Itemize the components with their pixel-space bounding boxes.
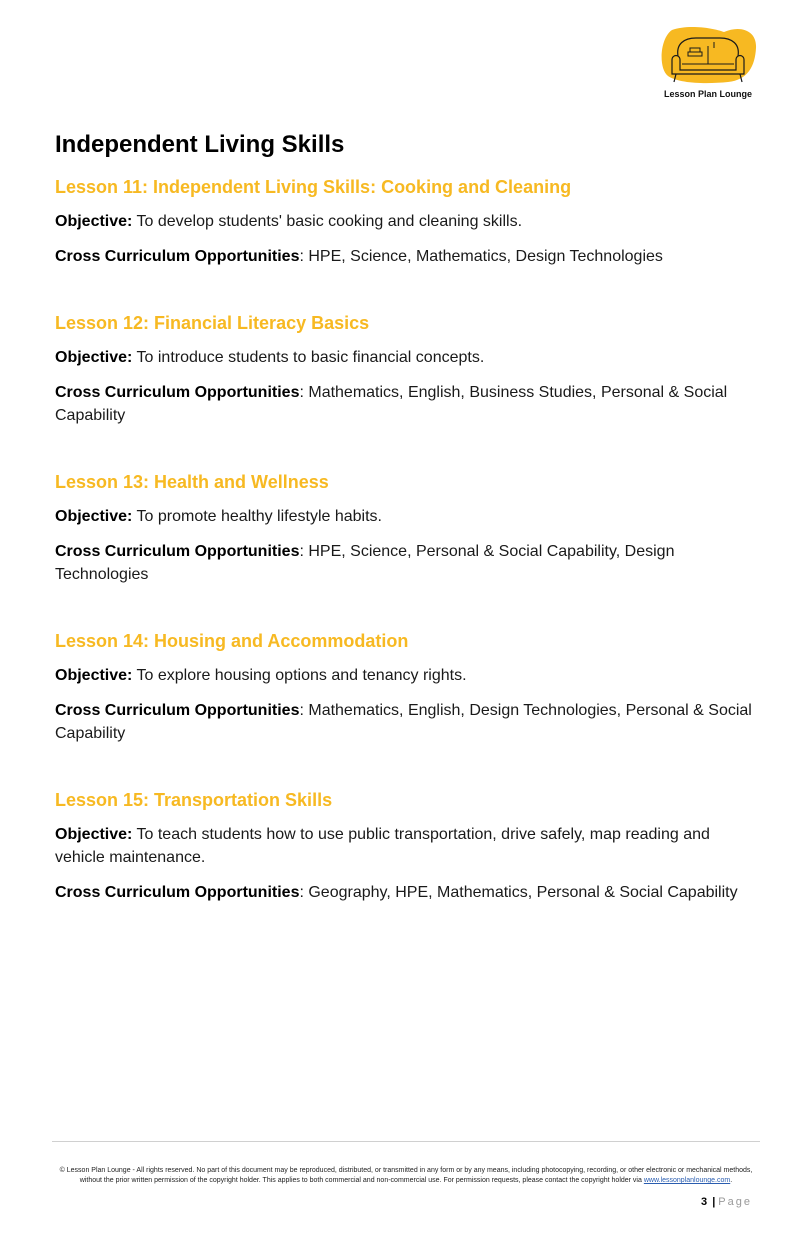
lesson-objective [55, 505, 760, 528]
objective-label: Objective: [55, 667, 133, 684]
lesson-title: Lesson 11: Independent Living Skills: Cooking and Cleaning [55, 177, 572, 197]
link-suffix: . [730, 1177, 733, 1184]
lesson-objective [55, 346, 760, 369]
cross-curriculum-text: : HPE, Science, Personal & Social Capability, Design Technologies [55, 543, 675, 583]
lesson-title: Lesson 15: Transportation Skills [55, 790, 333, 810]
lesson-cross-curriculum [55, 381, 760, 427]
lesson-block [55, 312, 760, 427]
lesson-cross-curriculum [55, 245, 760, 268]
objective-text: To explore housing options and tenancy rights. [132, 667, 467, 684]
cross-curriculum-label: Cross Curriculum Opportunities [55, 248, 300, 265]
lesson-cross-curriculum [55, 881, 760, 904]
footer-copyright [55, 1166, 757, 1186]
cross-curriculum-text: : Geography, HPE, Mathematics, Personal & Social Capability [299, 884, 738, 901]
page-number [701, 1196, 752, 1208]
lesson-block [55, 176, 760, 268]
website-link[interactable]: www.lessonplanlounge.com [643, 1177, 731, 1184]
lesson-block [55, 789, 760, 904]
page-separator: | [712, 1196, 716, 1208]
page-title: Independent Living Skills [55, 131, 345, 158]
objective-label: Objective: [55, 349, 133, 366]
objective-text: To teach students how to use public transportation, drive safely, map reading and vehicle maintenance. [55, 826, 710, 866]
objective-label: Objective: [55, 508, 133, 525]
lesson-title: Lesson 13: Health and Wellness [55, 472, 329, 492]
lesson-objective [55, 210, 760, 233]
lesson-objective [55, 823, 760, 869]
cross-curriculum-label: Cross Curriculum Opportunities [55, 702, 300, 719]
page-word: Page [718, 1196, 752, 1208]
lesson-objective [55, 664, 760, 687]
sofa-logo-icon [658, 26, 758, 88]
lesson-title: Lesson 14: Housing and Accommodation [55, 631, 409, 651]
cross-curriculum-text: : Mathematics, English, Design Technologies, Personal & Social Capability [55, 702, 752, 742]
page-number-value: 3 [701, 1196, 708, 1208]
objective-text: To introduce students to basic financial concepts. [132, 349, 485, 366]
objective-label: Objective: [55, 213, 133, 230]
lesson-cross-curriculum [55, 540, 760, 586]
cross-curriculum-label: Cross Curriculum Opportunities [55, 884, 300, 901]
objective-label: Objective: [55, 826, 133, 843]
footer-divider [52, 1141, 760, 1142]
cross-curriculum-label: Cross Curriculum Opportunities [55, 384, 300, 401]
objective-text: To develop students' basic cooking and cleaning skills. [132, 213, 523, 230]
brand-logo [654, 26, 758, 104]
lesson-block [55, 471, 760, 586]
lesson-block [55, 630, 760, 745]
lesson-cross-curriculum [55, 699, 760, 745]
logo-text: Lesson Plan Lounge [663, 89, 752, 99]
copyright-text: © Lesson Plan Lounge - All rights reserved. No part of this document may be reproduced, distributed, or transmitted in any form or by any means, including photocopying, recording, or other electronic or mechanical methods, without the prior written permission of the copyright holder. This applies to both commercial and non-commercial use. For permission requests, please contact the copyright holder via [59, 1167, 753, 1184]
objective-text: To promote healthy lifestyle habits. [132, 508, 382, 525]
lesson-title: Lesson 12: Financial Literacy Basics [55, 313, 370, 333]
cross-curriculum-text: : HPE, Science, Mathematics, Design Technologies [299, 248, 663, 265]
cross-curriculum-text: : Mathematics, English, Business Studies, Personal & Social Capability [55, 384, 728, 424]
cross-curriculum-label: Cross Curriculum Opportunities [55, 543, 300, 560]
lesson-list [55, 176, 760, 948]
